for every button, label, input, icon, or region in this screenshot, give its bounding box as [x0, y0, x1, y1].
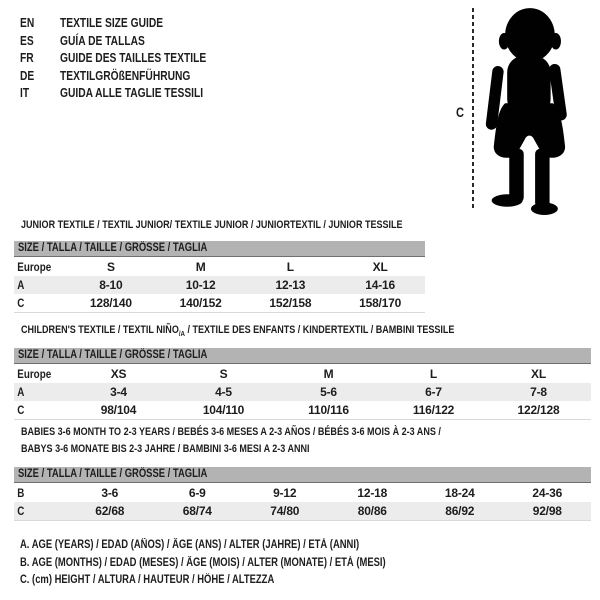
value-cell: 7-8: [530, 385, 547, 399]
language-row: [20, 15, 238, 33]
size-header-label: SIZE / TALLA / TAILLE / GRÖSSE / TAGLIA: [18, 349, 208, 361]
size-header-bar: [14, 467, 591, 483]
value-cell: 8-10: [99, 278, 123, 292]
child-figure: [446, 4, 598, 216]
size-header-bar: [14, 348, 591, 364]
table-row: [14, 484, 591, 502]
height-measure-line: [472, 8, 474, 210]
language-label: GUÍA DE TALLAS: [60, 33, 145, 48]
table-row: [14, 276, 425, 294]
language-row: [20, 85, 238, 103]
child-silhouette-icon: [484, 4, 580, 216]
value-cell: M: [195, 260, 206, 274]
value-cell: 62/68: [95, 504, 125, 518]
footnote-line: [20, 572, 466, 590]
value-cell: 6-7: [425, 385, 442, 399]
footnote-text: A. AGE (YEARS) / EDAD (AÑOS) / ÂGE (ANS) / ALTER (JAHRE) / ETÀ (ANNI): [20, 539, 360, 551]
table-row: [14, 401, 591, 419]
table-title-text: CHILDREN'S TEXTILE / TEXTIL NIÑO: [21, 324, 179, 336]
value-cell: 74/80: [270, 504, 300, 518]
language-code: ES: [20, 33, 34, 48]
value-cell: 116/122: [412, 403, 455, 417]
value-cell: 92/98: [532, 504, 562, 518]
value-cell: S: [106, 260, 115, 274]
table-row: [14, 258, 425, 276]
value-cell: 4-5: [215, 385, 232, 399]
value-cell: 18-24: [444, 486, 475, 500]
language-label: GUIDE DES TAILLES TEXTILE: [60, 51, 207, 65]
value-cell: L: [429, 367, 438, 381]
table-body: [14, 365, 591, 420]
table-title-text: /A: [178, 329, 185, 339]
table-body: [14, 484, 591, 521]
language-list: [20, 15, 238, 103]
row-label: B: [17, 486, 25, 500]
value-cell: 12-13: [275, 278, 306, 292]
value-cell: 98/104: [100, 403, 137, 417]
size-header-label: SIZE / TALLA / TAILLE / GRÖSSE / TAGLIA: [18, 242, 208, 254]
footnote-line: [20, 537, 466, 555]
value-cell: 140/152: [179, 296, 222, 310]
language-row: [20, 50, 238, 68]
value-cell: 110/116: [308, 403, 349, 417]
row-label: Europe: [17, 260, 52, 274]
table-row: [14, 365, 591, 383]
value-cell: 122/128: [517, 403, 560, 417]
table-title: [21, 217, 403, 234]
row-label: C: [17, 403, 25, 417]
value-cell: 80/86: [357, 504, 387, 518]
footnote-text: C. (cm) HEIGHT / ALTURA / HAUTEUR / HÖHE / ALTEZZA: [20, 574, 275, 586]
value-cell: 9-12: [273, 486, 297, 500]
table-title-text: JUNIOR TEXTILE / TEXTIL JUNIOR/ TEXTILE JUNIOR / JUNIORTEXTIL / JUNIOR TESSILE: [21, 219, 403, 231]
table-row: [14, 502, 591, 520]
table-title: [21, 322, 454, 343]
row-label: C: [17, 296, 25, 310]
value-cell: 6-9: [188, 486, 206, 500]
size-header-label: SIZE / TALLA / TAILLE / GRÖSSE / TAGLIA: [18, 468, 208, 480]
value-cell: 152/158: [269, 296, 312, 310]
value-cell: 3-6: [101, 486, 119, 500]
table-title-text: / TEXTILE DES ENFANTS / KINDERTEXTIL / BAMBINI TESSILE: [184, 324, 455, 336]
language-code: DE: [20, 68, 35, 83]
value-cell: 158/170: [359, 296, 402, 310]
table-body: [14, 258, 425, 313]
value-cell: 86/92: [445, 504, 475, 518]
row-label: C: [17, 504, 25, 518]
value-cell: 3-4: [110, 385, 127, 399]
value-cell: 5-6: [320, 385, 337, 399]
language-code: IT: [20, 86, 30, 100]
table-title-text: BABIES 3-6 MONTH TO 2-3 YEARS / BEBÉS 3-6 MESES A 2-3 AÑOS / BÉBÉS 3-6 MOIS À 2-3 ANS /: [21, 426, 441, 438]
value-cell: L: [286, 260, 294, 274]
value-cell: 128/140: [89, 296, 132, 310]
language-code: FR: [20, 51, 34, 65]
height-measure-label: C: [456, 105, 464, 120]
table-row: [14, 383, 591, 401]
language-label: GUIDA ALLE TAGLIE TESSILI: [60, 86, 204, 100]
value-cell: XL: [531, 367, 546, 381]
footnote-line: [20, 555, 466, 573]
row-label: A: [17, 278, 25, 292]
value-cell: S: [219, 367, 228, 381]
value-cell: 12-18: [357, 486, 388, 500]
language-row: [20, 68, 238, 86]
value-cell: XS: [110, 367, 127, 381]
footnote-text: B. AGE (MONTHS) / EDAD (MESES) / ÂGE (MOIS) / ALTER (MONATE) / ETÀ (MESI): [20, 556, 386, 569]
table-title: [21, 424, 441, 457]
value-cell: 14-16: [365, 278, 395, 292]
footnotes-list: [20, 537, 466, 590]
value-cell: 68/74: [182, 504, 212, 518]
size-header-bar: [14, 241, 425, 257]
table-row: [14, 294, 425, 312]
value-cell: M: [323, 367, 334, 381]
value-cell: 104/110: [202, 403, 245, 417]
row-label: A: [17, 385, 25, 399]
value-cell: XL: [372, 260, 388, 274]
language-label: TEXTILE SIZE GUIDE: [60, 16, 164, 30]
table-title-text: BABYS 3-6 MONATE BIS 2-3 JAHRE / BAMBINI 3-6 MESI A 2-3 ANNI: [21, 442, 310, 455]
language-row: [20, 33, 238, 51]
language-code: EN: [20, 16, 35, 30]
value-cell: 24-36: [532, 486, 563, 500]
value-cell: 10-12: [185, 278, 216, 292]
language-label: TEXTILGRÖßENFÜHRUNG: [60, 68, 191, 83]
row-label: Europe: [17, 367, 52, 381]
